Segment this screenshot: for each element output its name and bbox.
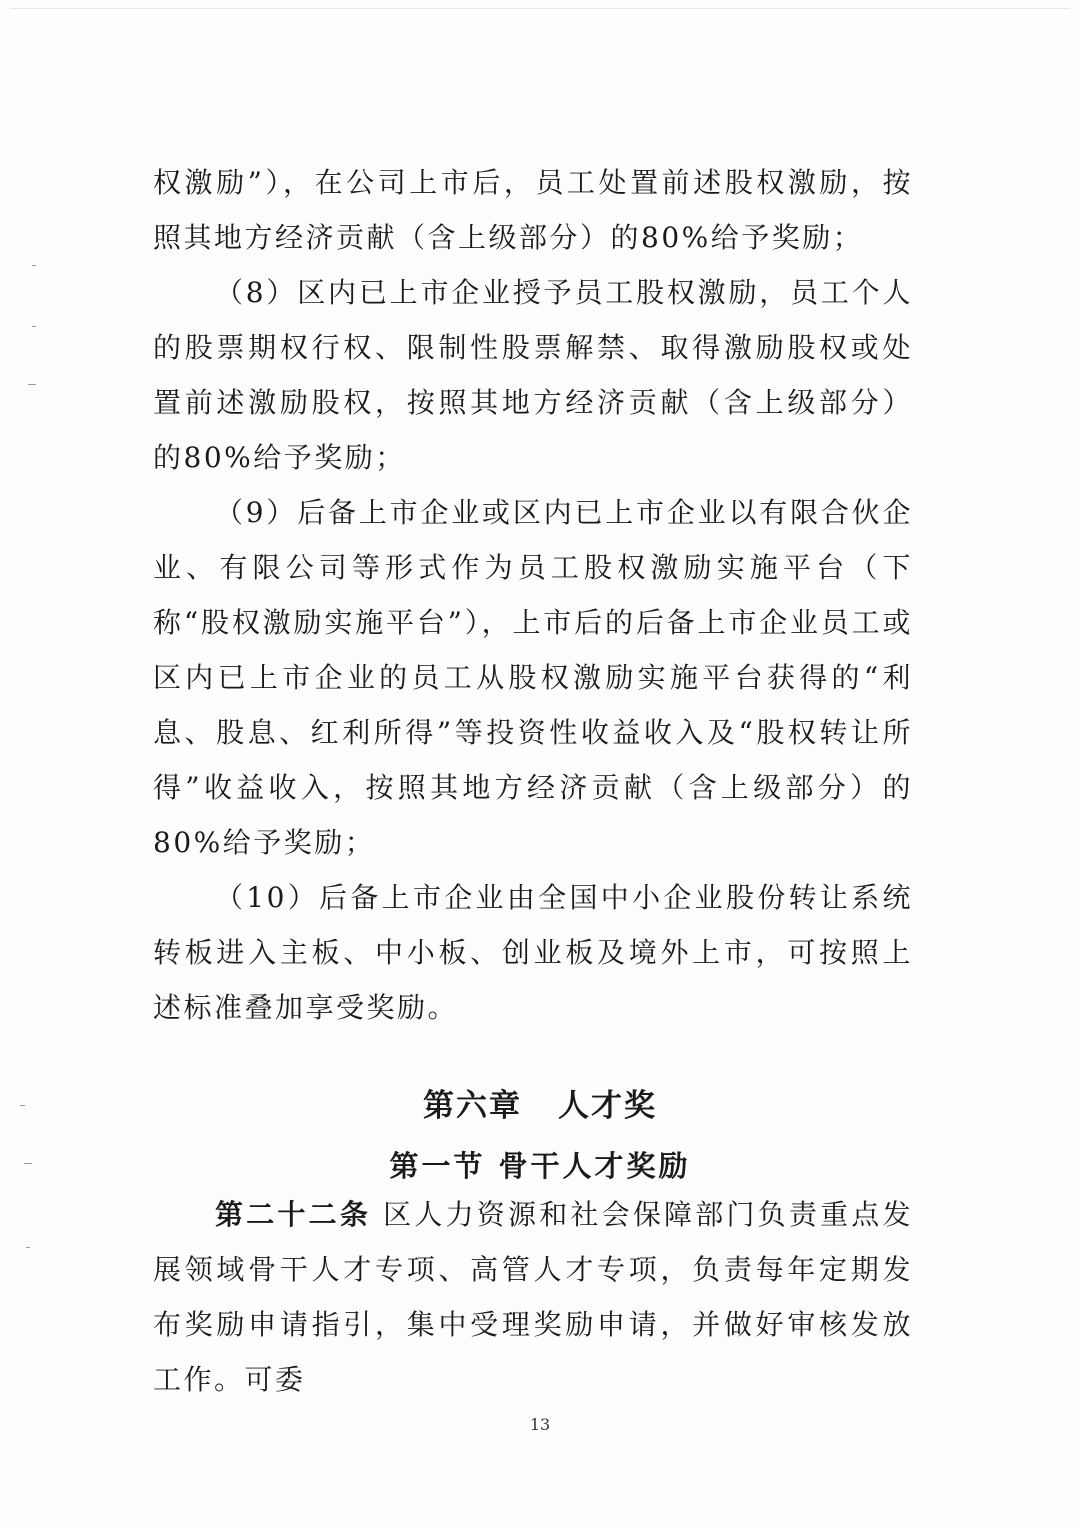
article-22 xyxy=(153,1187,913,1407)
chapter-heading xyxy=(0,1080,1080,1125)
paragraph-item-9: （9）后备上市企业或区内已上市企业以有限合伙企业、有限公司等形式作为员工股权激励实施平台（下称“股权激励实施平台”），上市后的后备上市企业员工或区内已上市企业的员工从股权激励实施平台获得的“利息、股息、红利所得”等投资性收益收入及“股权转让所得”收益收入，按照其地方经济贡献（含上级部分）的80%给予奖励； xyxy=(153,496,913,859)
scan-top-edge xyxy=(10,8,1070,9)
scan-mark xyxy=(32,326,36,327)
paragraph-item-10: （10）后备上市企业由全国中小企业股份转让系统转板进入主板、中小板、创业板及境外上市，可按照上述标准叠加享受奖励。 xyxy=(153,881,913,1024)
scan-mark xyxy=(28,384,36,385)
body-text xyxy=(153,155,913,1035)
scan-mark xyxy=(32,265,36,266)
paragraph-item-8: （8）区内已上市企业授予员工股权激励，员工个人的股票期权行权、限制性股票解禁、取得激励股权或处置前述激励股权，按照其地方经济贡献（含上级部分）的80%给予奖励； xyxy=(153,276,913,474)
scan-mark xyxy=(26,1247,30,1248)
article-text: 区人力资源和社会保障部门负责重点发展领域骨干人才专项、高管人才专项，负责每年定期发布奖励申请指引，集中受理奖励申请，并做好审核发放工作。可委 xyxy=(153,1198,913,1396)
section-heading: 第一节 骨干人才奖励 xyxy=(389,1149,691,1183)
article-label: 第二十二条 xyxy=(215,1198,372,1231)
chapter-title: 人才奖 xyxy=(558,1088,657,1124)
page-number: 13 xyxy=(529,1415,551,1434)
paragraph-continuation: 权激励”），在公司上市后，员工处置前述股权激励，按照其地方经济贡献（含上级部分）的80%给予奖励； xyxy=(153,166,913,254)
chapter-number: 第六章 xyxy=(423,1088,522,1124)
article-paragraph xyxy=(153,1187,913,1407)
